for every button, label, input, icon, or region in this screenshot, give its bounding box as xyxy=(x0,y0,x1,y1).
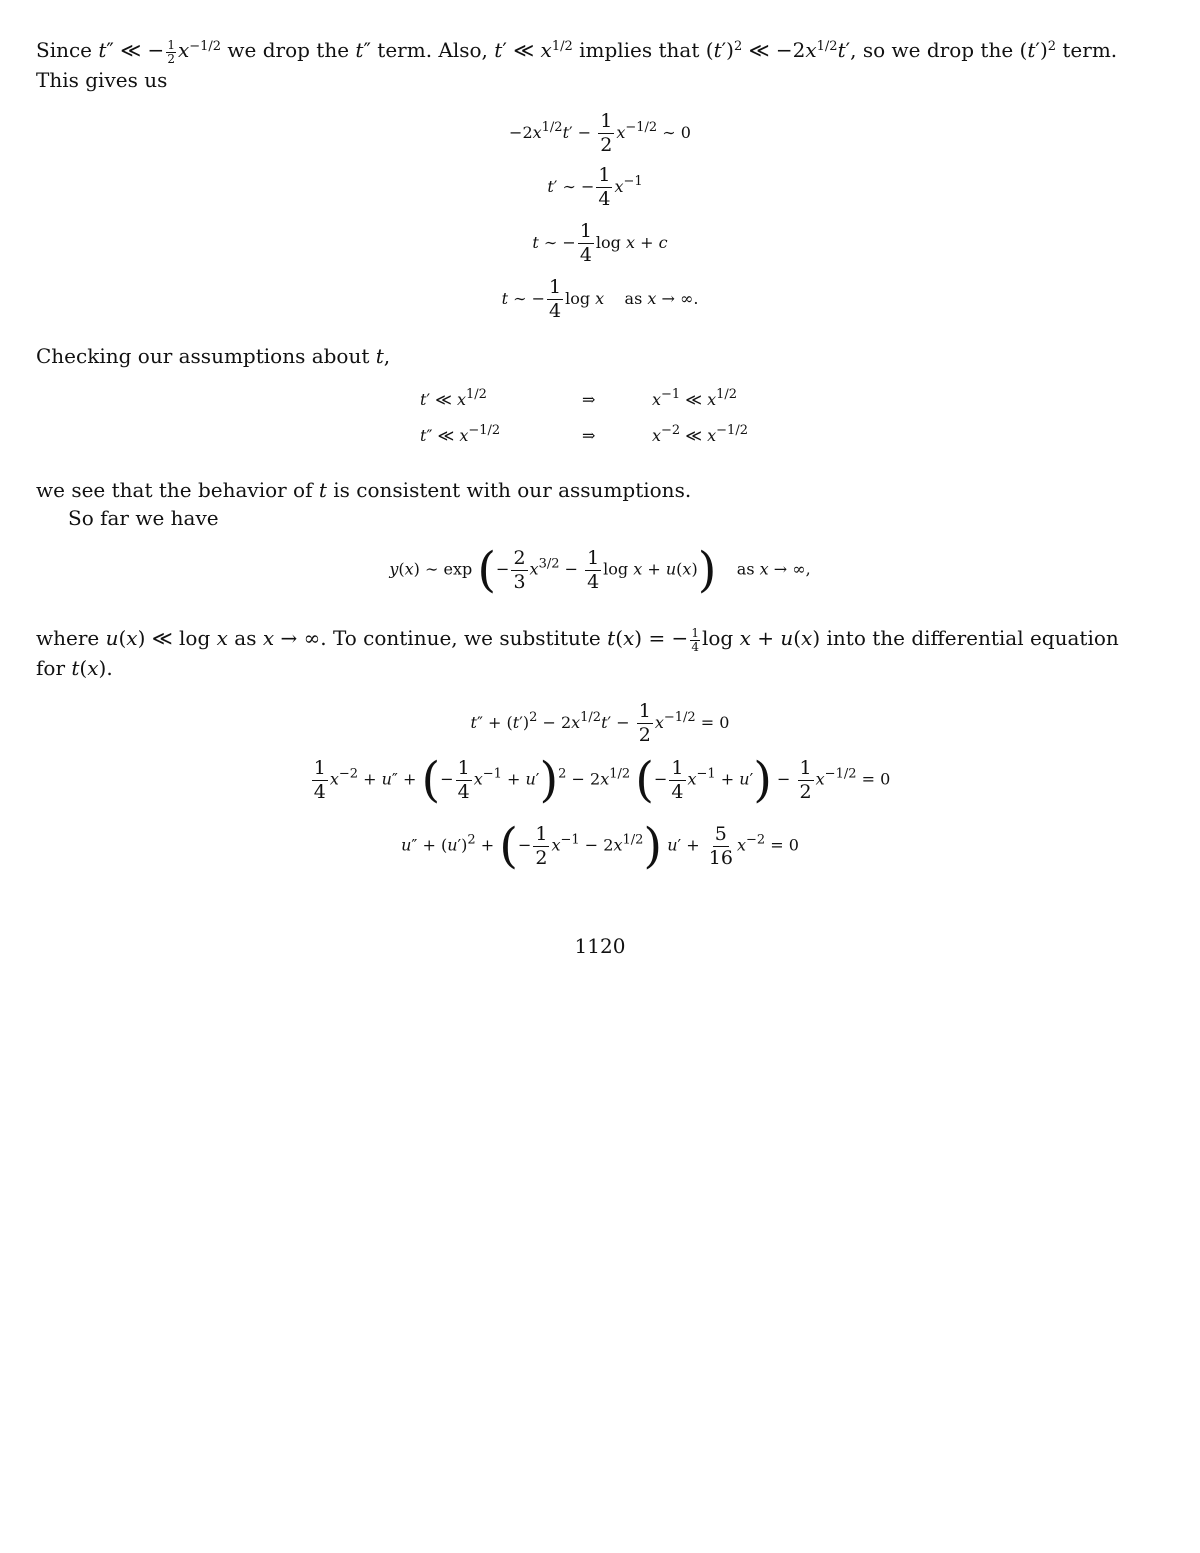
equation-1a: $-2x^{1/2}t'$ − $\frac{1}{2}$ $x^{-1/2}$ ∼ 0 xyxy=(509,110,691,156)
paragraph-where: where u(x) ≪ log x as x → ∞. To continue, we substitute t(x) = − $\frac{1}{4}$ log x + u(x) into the differential equation xyxy=(36,625,1119,654)
equation-2c: $u'' + (u')^2$ + (− $\frac{1}{2}$ $x^{-1} - 2x^{1/2}$) u′ + $\frac{5}{16}$ $x^{-2} = 0$ xyxy=(401,818,799,874)
paragraph-since: Since t″ ≪ − $\frac{1}{2}$ $x^{-1/2}$ we drop the t″ term. Also, t′ ≪ $x^{1/2}$ implies that $(t')^2$ ≪ $-2x^{1/2}t'$, so we drop the $(t')^2$ term. xyxy=(36,37,1118,66)
equation-1b: t′ ∼ − $\frac{1}{4}$ $x^{-1}$ xyxy=(547,164,643,210)
paragraph-for: for t(x). xyxy=(36,656,113,680)
page-number: 1120 xyxy=(574,934,626,958)
equation-y-result: y(x) ∼ exp (− $\frac{2}{3}$ $x^{3/2}$ − $\frac{1}{4}$ log x + u(x)) as x → ∞, xyxy=(389,542,811,598)
equation-1c: t ∼ − $\frac{1}{4}$ log x + c xyxy=(532,220,668,266)
paragraph-sofar: So far we have xyxy=(68,506,219,530)
paragraph-consistent: we see that the behavior of t is consistent with our assumptions. xyxy=(36,478,692,502)
paragraph-checking: Checking our assumptions about t, xyxy=(36,344,391,368)
paragraph-this-gives: This gives us xyxy=(36,68,168,92)
equation-1d: t ∼ − $\frac{1}{4}$ log x as x → ∞. xyxy=(501,276,699,322)
equation-2b: $\frac{1}{4}$ $x^{-2} + u''$ + (− $\frac{1}{4}$ $x^{-1} + u')^2 - 2x^{1/2}$ (− $\frac{1}{4}$ $x^{-1} + u'$) − $\frac{1}{2}$ $x^{-1/2} = 0$ xyxy=(313,752,891,808)
equation-2a: $t'' + (t')^2 - 2x^{1/2}t'$ − $\frac{1}{2}$ $x^{-1/2} = 0$ xyxy=(470,700,730,746)
